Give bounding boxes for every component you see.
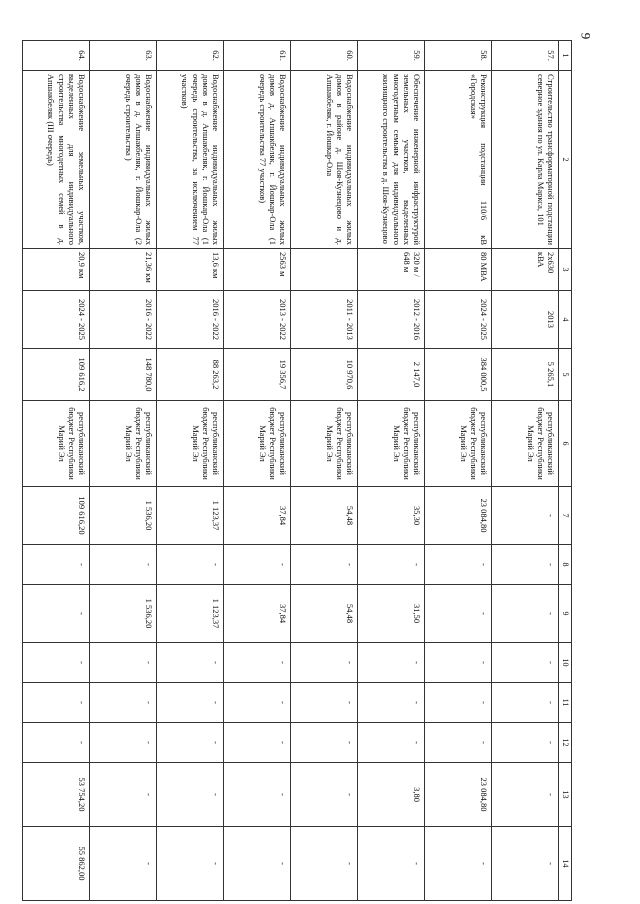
col-header: 9: [559, 585, 572, 643]
cell-8: -: [23, 545, 90, 585]
cell-13: -: [224, 763, 291, 827]
cell-14: -: [425, 827, 492, 901]
table-row: [90, 41, 157, 901]
total-cost: 88 263,2: [157, 349, 224, 401]
capacity: 21,36 км: [90, 249, 157, 291]
investment-program-table: [22, 40, 572, 901]
page-number: 9: [578, 32, 594, 40]
funding-source: республиканский бюджет Республики Марий Эл: [291, 401, 358, 487]
cell-9: 31,50: [358, 585, 425, 643]
row-number: 63.: [90, 41, 157, 71]
cell-9: 1 123,37: [157, 585, 224, 643]
cell-10: -: [23, 643, 90, 683]
project-name: Водоснабжение земельных участков, выделенных для индивидуального строительства многодетных семей в д. Апшакбеляк (III очередь): [23, 71, 90, 249]
cell-9: 1 536,20: [90, 585, 157, 643]
capacity: 20,9 км: [23, 249, 90, 291]
table-row: [492, 41, 559, 901]
total-cost: 19 356,7: [224, 349, 291, 401]
cell-10: -: [224, 643, 291, 683]
total-cost: 2 147,0: [358, 349, 425, 401]
table-row: [23, 41, 90, 901]
period: 2012 - 2016: [358, 291, 425, 349]
table-row: [291, 41, 358, 901]
total-cost: 148 780,0: [90, 349, 157, 401]
cell-14: -: [358, 827, 425, 901]
funding-source: республиканский бюджет Республики Марий Эл: [90, 401, 157, 487]
cell-11: -: [157, 683, 224, 723]
cell-14: -: [224, 827, 291, 901]
col-header: 14: [559, 827, 572, 901]
total-cost: 5 265,1: [492, 349, 559, 401]
cell-12: -: [90, 723, 157, 763]
cell-12: -: [425, 723, 492, 763]
cell-11: -: [224, 683, 291, 723]
funding-source: республиканский бюджет Республики Марий Эл: [358, 401, 425, 487]
cell-8: -: [291, 545, 358, 585]
col-header: 1: [559, 41, 572, 71]
cell-11: -: [358, 683, 425, 723]
cell-12: -: [358, 723, 425, 763]
project-name: Водоснабжение индивидуальных жилых домов в районе д. Шоя-Кузнецово и д. Апшакбеляк, г. Йошкар-Ола: [291, 71, 358, 249]
cell-12: -: [157, 723, 224, 763]
row-number: 59.: [358, 41, 425, 71]
period: 2011 - 2013: [291, 291, 358, 349]
capacity: 2563 м: [224, 249, 291, 291]
cell-9: 54,48: [291, 585, 358, 643]
capacity: 320 м / 648 м: [358, 249, 425, 291]
cell-14: -: [492, 827, 559, 901]
cell-10: -: [358, 643, 425, 683]
cell-10: -: [425, 643, 492, 683]
total-cost: 384 000,5: [425, 349, 492, 401]
cell-9: 37,84: [224, 585, 291, 643]
funding-source: республиканский бюджет Республики Марий Эл: [425, 401, 492, 487]
cell-13: -: [291, 763, 358, 827]
cell-9: -: [492, 585, 559, 643]
cell-13: 53 754,20: [23, 763, 90, 827]
period: 2013: [492, 291, 559, 349]
table-row: [425, 41, 492, 901]
total-cost: 10 970,6: [291, 349, 358, 401]
cell-12: -: [23, 723, 90, 763]
cell-10: -: [291, 643, 358, 683]
project-name: Водоснабжение индивидуальных жилых домов в д. Апшакбеляк, г. Йошкар-Ола (2 очередь строительства ): [90, 71, 157, 249]
funding-source: республиканский бюджет Республики Марий Эл: [224, 401, 291, 487]
cell-7: 54,48: [291, 487, 358, 545]
cell-12: -: [492, 723, 559, 763]
cell-7: -: [492, 487, 559, 545]
col-header: 8: [559, 545, 572, 585]
period: 2024 - 2025: [425, 291, 492, 349]
project-name: Обеспечение инженерной инфраструктурой земельных участков, выделенных многодетным семьям для индивидуального жилищного строительства в д. Шоя-Кузнецово: [358, 71, 425, 249]
period: 2016 - 2022: [157, 291, 224, 349]
row-number: 57.: [492, 41, 559, 71]
cell-7: 35,30: [358, 487, 425, 545]
cell-8: -: [157, 545, 224, 585]
col-header: 10: [559, 643, 572, 683]
cell-12: -: [224, 723, 291, 763]
project-name: Строительство трансформаторной подстанции северное здания по ул. Карла Маркса, 101: [492, 71, 559, 249]
funding-source: республиканский бюджет Республики Марий Эл: [23, 401, 90, 487]
cell-10: -: [90, 643, 157, 683]
capacity: 13,6 км: [157, 249, 224, 291]
row-number: 61.: [224, 41, 291, 71]
project-name: Водоснабжение индивидуальных жилых домов в д. Апшакбеляк, г. Йошкар-Ола (1 очередь строительства, за исключением 77 участков): [157, 71, 224, 249]
cell-13: 23 084,80: [425, 763, 492, 827]
col-header: 11: [559, 683, 572, 723]
period: 2013 - 2022: [224, 291, 291, 349]
row-number: 62.: [157, 41, 224, 71]
cell-10: -: [157, 643, 224, 683]
cell-7: 1 536,20: [90, 487, 157, 545]
col-header: 3: [559, 249, 572, 291]
table-row: [157, 41, 224, 901]
cell-8: -: [425, 545, 492, 585]
total-cost: 109 616,2: [23, 349, 90, 401]
col-header: 6: [559, 401, 572, 487]
cell-10: -: [492, 643, 559, 683]
cell-14: -: [90, 827, 157, 901]
cell-14: 55 862,00: [23, 827, 90, 901]
project-name: Водоснабжение индивидуальных жилых домов д. Апшакбеляк, г. Йошкар-Ола (1 очередь строительства 77 участков): [224, 71, 291, 249]
row-number: 64.: [23, 41, 90, 71]
funding-source: республиканский бюджет Республики Марий Эл: [157, 401, 224, 487]
cell-8: -: [492, 545, 559, 585]
project-name: Реконструкция подстанции 110/6 кВ «Городская»: [425, 71, 492, 249]
cell-7: 23 084,80: [425, 487, 492, 545]
cell-13: -: [157, 763, 224, 827]
col-header: 13: [559, 763, 572, 827]
row-number: 60.: [291, 41, 358, 71]
period: 2024 - 2025: [23, 291, 90, 349]
row-number: 58.: [425, 41, 492, 71]
cell-14: -: [157, 827, 224, 901]
column-number-header: [559, 41, 572, 901]
cell-11: -: [425, 683, 492, 723]
table-row: [224, 41, 291, 901]
capacity: [291, 249, 358, 291]
cell-8: -: [358, 545, 425, 585]
cell-11: -: [492, 683, 559, 723]
cell-11: -: [90, 683, 157, 723]
cell-8: -: [224, 545, 291, 585]
funding-source: республиканский бюджет Республики Марий Эл: [492, 401, 559, 487]
col-header: 2: [559, 71, 572, 249]
cell-7: 1 123,37: [157, 487, 224, 545]
cell-12: -: [291, 723, 358, 763]
cell-9: -: [425, 585, 492, 643]
cell-8: -: [90, 545, 157, 585]
cell-7: 37,84: [224, 487, 291, 545]
cell-9: -: [23, 585, 90, 643]
cell-13: -: [90, 763, 157, 827]
col-header: 12: [559, 723, 572, 763]
cell-11: -: [291, 683, 358, 723]
cell-14: -: [291, 827, 358, 901]
col-header: 4: [559, 291, 572, 349]
period: 2016 - 2022: [90, 291, 157, 349]
rotated-page: [32, 40, 572, 900]
cell-13: -: [492, 763, 559, 827]
capacity: 80 МВА: [425, 249, 492, 291]
cell-13: 3,80: [358, 763, 425, 827]
table-row: [358, 41, 425, 901]
capacity: 2х630 кВА: [492, 249, 559, 291]
col-header: 7: [559, 487, 572, 545]
cell-11: -: [23, 683, 90, 723]
cell-7: 109 616,20: [23, 487, 90, 545]
col-header: 5: [559, 349, 572, 401]
